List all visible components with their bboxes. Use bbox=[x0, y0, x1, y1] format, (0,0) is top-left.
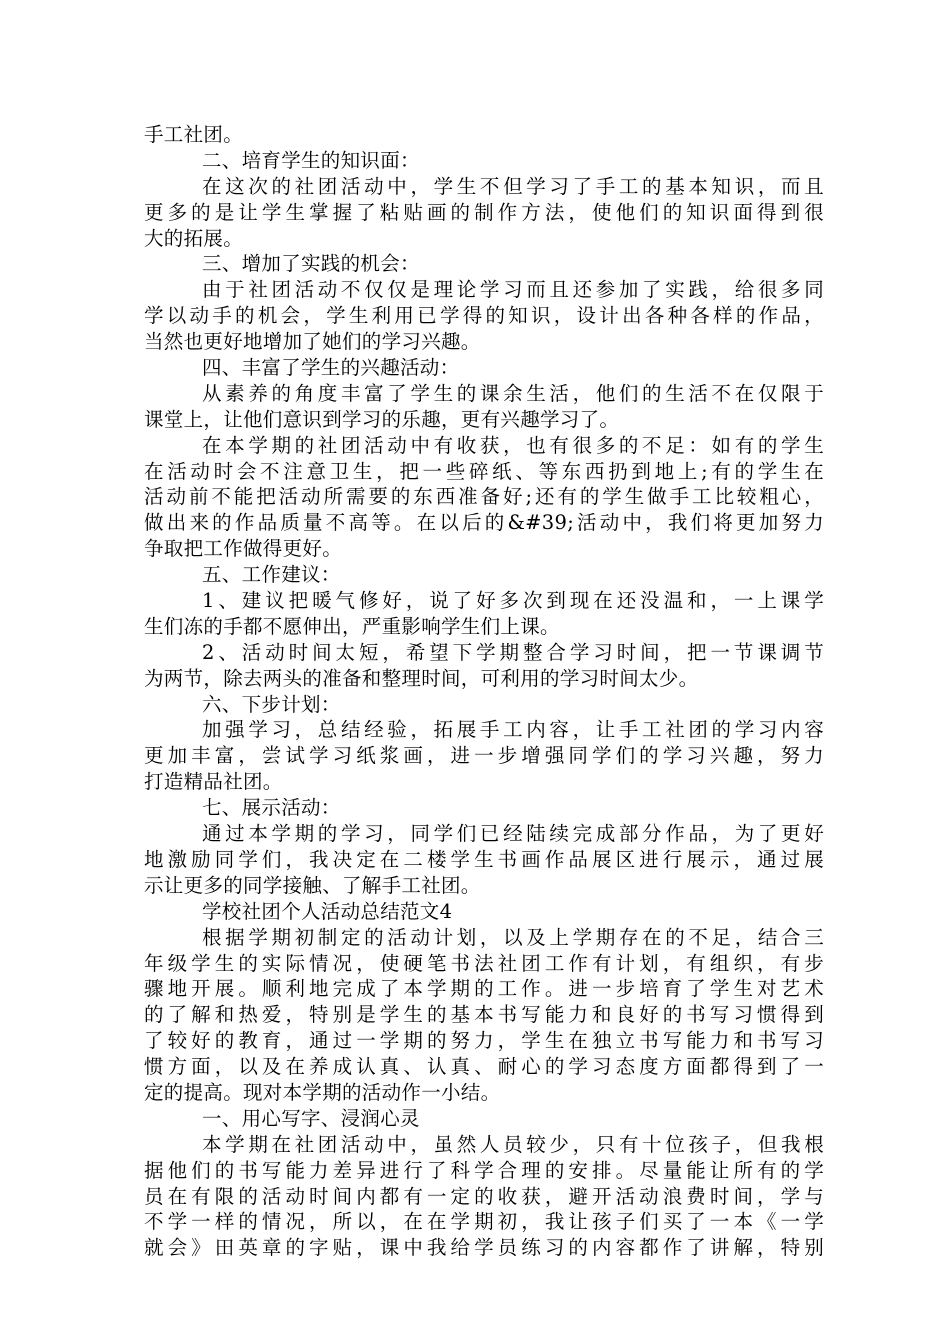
text-line: 就会》田英章的字贴，课中我给学员练习的内容都作了讲解，特别 bbox=[144, 1236, 824, 1260]
text-line: 当然也更好地增加了她们的学习兴趣。 bbox=[144, 330, 481, 354]
text-line: 课堂上，让他们意识到学习的乐趣，更有兴趣学习了。 bbox=[144, 407, 620, 431]
text-line: 的了解和热爱，特别是学生的基本书写能力和良好的书写习惯得到 bbox=[144, 1003, 824, 1027]
text-line: 一、用心写字、浸润心灵 bbox=[202, 1106, 420, 1130]
text-line: 五、工作建议： bbox=[202, 563, 341, 587]
text-line: 做出来的作品质量不高等。在以后的&#39;活动中，我们将更加努力 bbox=[144, 511, 824, 535]
text-line: 七、展示活动： bbox=[202, 796, 341, 820]
text-line: 打造精品社团。 bbox=[144, 770, 283, 794]
text-line: 为两节，除去两头的准备和整理时间，可利用的学习时间太少。 bbox=[144, 666, 699, 690]
text-line: 据他们的书写能力差异进行了科学合理的安排。尽量能让所有的学 bbox=[144, 1158, 824, 1182]
text-line: 年级学生的实际情况，使硬笔书法社团工作有计划，有组织，有步 bbox=[144, 951, 824, 975]
text-line: 大的拓展。 bbox=[144, 226, 244, 250]
text-line: 骤地开展。顺利地完成了本学期的工作。进一步培育了学生对艺术 bbox=[144, 977, 824, 1001]
text-line: 1、建议把暖气修好，说了好多次到现在还没温和，一上课学 bbox=[202, 589, 824, 613]
text-line: 学以动手的机会，学生利用已学得的知识，设计出各种各样的作品， bbox=[144, 304, 824, 328]
text-line: 手工社团。 bbox=[144, 123, 244, 146]
text-line: 加强学习，总结经验，拓展手工内容，让手工社团的学习内容 bbox=[202, 718, 824, 742]
text-line: 2、活动时间太短，希望下学期整合学习时间，把一节课调节 bbox=[202, 640, 824, 664]
text-line: 根据学期初制定的活动计划，以及上学期存在的不足，结合三 bbox=[202, 925, 824, 949]
text-line: 更多的是让学生掌握了粘贴画的制作方法，使他们的知识面得到很 bbox=[144, 200, 824, 224]
text-line: 三、增加了实践的机会： bbox=[202, 252, 420, 276]
text-line: 地激励同学们，我决定在二楼学生书画作品展区进行展示，通过展 bbox=[144, 847, 824, 871]
text-line: 了较好的教育，通过一学期的努力，学生在独立书写能力和书写习 bbox=[144, 1029, 824, 1053]
text-line: 更加丰富，尝试学习纸浆画，进一步增强同学们的学习兴趣，努力 bbox=[144, 744, 824, 768]
text-line: 二、培育学生的知识面： bbox=[202, 148, 420, 172]
text-line: 生们冻的手都不愿伸出，严重影响学生们上课。 bbox=[144, 614, 560, 638]
text-line: 六、下步计划： bbox=[202, 692, 341, 716]
text-line: 通过本学期的学习，同学们已经陆续完成部分作品，为了更好 bbox=[202, 822, 824, 846]
document-body bbox=[144, 122, 824, 1261]
text-line: 不学一样的情况，所以，在在学期初，我让孩子们买了一本《一学 bbox=[144, 1210, 824, 1234]
text-line: 从素养的角度丰富了学生的课余生活，他们的生活不在仅限于 bbox=[202, 381, 824, 405]
text-line: 惯方面，以及在养成认真、认真、耐心的学习态度方面都得到了一 bbox=[144, 1055, 824, 1079]
text-line: 员在有限的活动时间内都有一定的收获，避开活动浪费时间，学与 bbox=[144, 1184, 824, 1208]
text-line: 由于社团活动不仅仅是理论学习而且还参加了实践，给很多同 bbox=[202, 278, 824, 302]
text-line: 争取把工作做得更好。 bbox=[144, 537, 343, 561]
text-line: 在活动时会不注意卫生，把一些碎纸、等东西扔到地上;有的学生在 bbox=[144, 459, 824, 483]
text-line: 本学期在社团活动中，虽然人员较少，只有十位孩子，但我根 bbox=[202, 1132, 824, 1156]
text-line: 在这次的社团活动中，学生不但学习了手工的基本知识，而且 bbox=[202, 174, 824, 198]
text-line: 四、丰富了学生的兴趣活动： bbox=[202, 356, 460, 380]
text-line: 活动前不能把活动所需要的东西准备好;还有的学生做手工比较粗心， bbox=[144, 485, 824, 509]
text-line: 定的提高。现对本学期的活动作一小结。 bbox=[144, 1080, 501, 1104]
text-line: 学校社团个人活动总结范文4 bbox=[202, 899, 453, 923]
text-line: 示让更多的同学接触、了解手工社团。 bbox=[144, 873, 481, 897]
text-line: 在本学期的社团活动中有收获，也有很多的不足：如有的学生 bbox=[202, 433, 824, 457]
